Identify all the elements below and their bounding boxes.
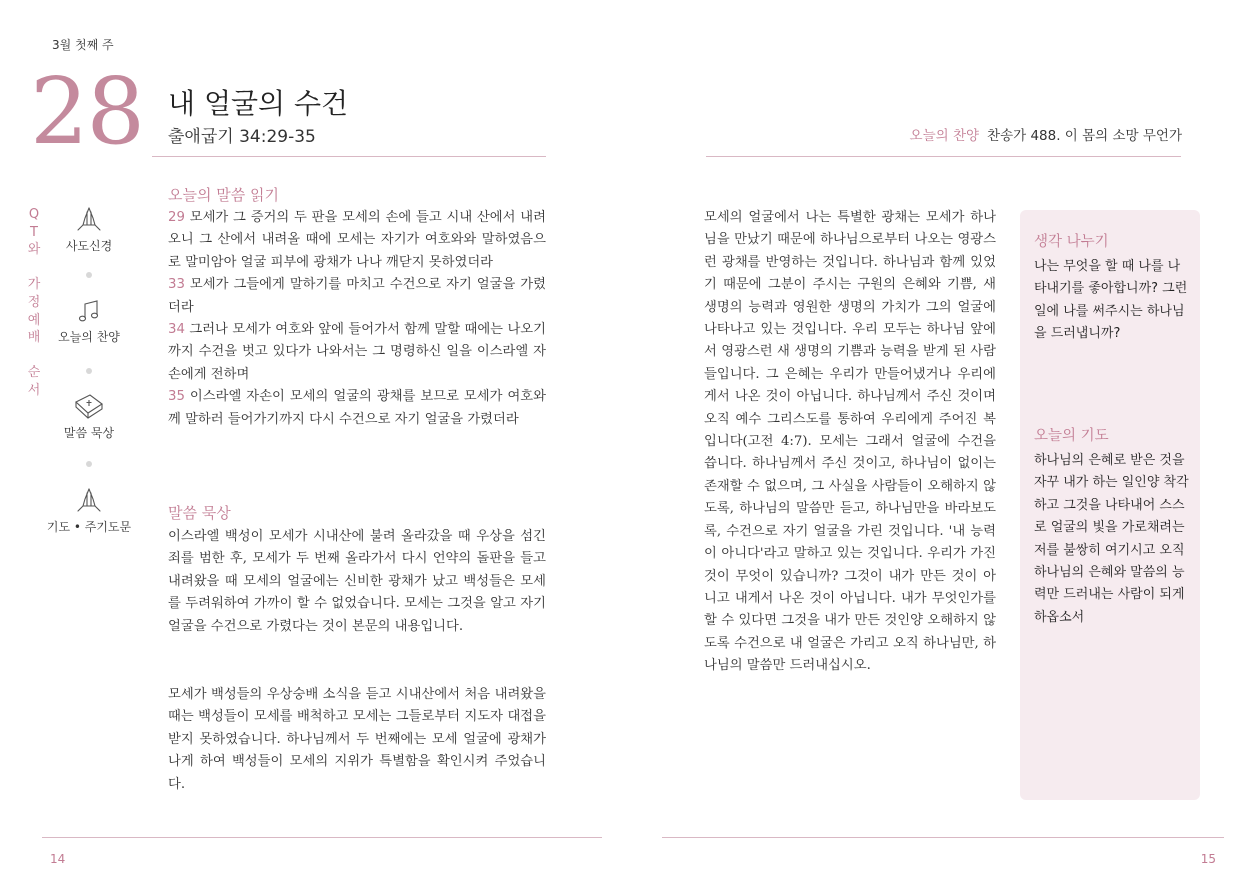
vertical-char: 와 (27, 242, 41, 258)
prayer-text: 하나님의 은혜로 받은 것을 자꾸 내가 하는 일인양 착각하고 그것을 나타내어 스스로 얼굴의 빛을 가로채려는 저를 불쌍히 여기시고 오직 하나님의 은혜와 말씀의 능력만 드러내는 사람이 되게 하옵소서 (1034, 453, 1189, 625)
hymn-label: 오늘의 찬양 (909, 128, 980, 144)
verse-number: 33 (168, 277, 185, 293)
praying-hands-icon (74, 205, 104, 233)
meditation-heading: 말씀 묵상 (168, 504, 231, 522)
vertical-char: 예 (27, 312, 41, 328)
day-number: 28 (30, 58, 144, 165)
hymn-title: 찬송가 488. 이 몸의 소망 무언가 (987, 128, 1182, 144)
page-number-left: 14 (50, 852, 66, 866)
step-prayer (44, 486, 134, 535)
step-meditation (44, 392, 134, 441)
footer-divider-right (662, 837, 1224, 838)
vertical-char (26, 347, 42, 365)
step-apostles-creed (44, 205, 134, 254)
sharing-heading: 생각 나누기 (1034, 234, 1109, 250)
vertical-char: 배 (27, 330, 41, 346)
step-label: 기도 • 주기도문 (46, 520, 132, 534)
step-label: 오늘의 찬양 (58, 330, 120, 344)
vertical-char: Q (28, 207, 40, 222)
page-title: 내 얼굴의 수건 (168, 87, 349, 120)
week-label: 3월 첫째 주 (52, 38, 114, 52)
page-number-right: 15 (1200, 852, 1216, 866)
step-todays-hymn (44, 298, 134, 345)
step-separator-dot (86, 272, 92, 278)
step-label: 말씀 묵상 (63, 426, 115, 440)
verse (168, 386, 546, 431)
footer-divider-left (42, 837, 602, 838)
meditation-paragraph: 모세가 백성들의 우상숭배 소식을 듣고 시내산에서 처음 내려왔을 때는 백성들이 모세를 배척하고 모세는 그들로부터 지도자 대접을 받지 못하였습니다. 하나님께서 두 번째에는 모세 얼굴에 광채가 나게 하여 백성들이 모세의 지위가 특별함을 확인시켜 주었습니다. (168, 687, 546, 792)
vertical-char: 정 (27, 294, 41, 310)
meditation-paragraph: 이스라엘 백성이 모세가 시내산에 불려 올라갔을 때 우상을 섬긴 죄를 범한 후, 모세가 두 번째 올라가서 다시 언약의 돌판을 들고 내려왔을 때 모세의 얼굴에는 신비한 광채가 났고 백성들은 모세를 두려워하여 가까이 할 수 없었습니다. 모세는 그것을 알고 자기 얼굴을 수건으로 가렸다는 것이 본문의 내용입니다. (168, 529, 546, 634)
verse-text: 그러나 모세가 여호와 앞에 들어가서 함께 말할 때에는 나오기까지 수건을 벗고 있다가 나와서는 그 명령하신 일을 이스라엘 자손에게 전하며 (168, 322, 546, 382)
verse (168, 207, 546, 274)
sharing-text: 나는 무엇을 할 때 나를 나타내기를 좋아합니까? 그런 일에 나를 써주시는 하나님을 드러냅니까? (1034, 259, 1188, 342)
prayer-heading: 오늘의 기도 (1034, 428, 1109, 444)
header-divider-right (706, 156, 1181, 157)
vertical-char: 순 (27, 365, 41, 381)
verse (168, 319, 546, 386)
step-separator-dot (86, 368, 92, 374)
music-note-icon (77, 298, 101, 324)
vertical-char: T (30, 224, 38, 240)
verse-number: 29 (168, 210, 185, 225)
verse-text: 모세가 그들에게 말하기를 마치고 수건으로 자기 얼굴을 가렸더라 (168, 277, 546, 315)
vertical-title (26, 206, 42, 400)
scripture-reference: 출애굽기 34:29-35 (168, 127, 316, 147)
reflection-box (1020, 210, 1200, 800)
step-label: 사도신경 (65, 239, 113, 253)
step-separator-dot (86, 461, 92, 467)
verse-number: 35 (168, 389, 185, 405)
bible-icon (73, 392, 105, 420)
praying-hands-icon (74, 486, 104, 514)
meditation-paragraph: 모세의 얼굴에서 나는 특별한 광채는 모세가 하나님을 만났기 때문에 하나님으로부터 나오는 영광스런 광채를 반영하는 것입니다. 하나님과 함께 있었기 때문에 그분이 주시는 구원의 은혜와 기쁨, 새 생명의 능력과 영원한 생명의 가치가 그의 얼굴에 나타나고 있는 것입니다. 우리 모두는 하나님 앞에서 영광스런 새 생명의 기쁨과 능력을 받게 된 사람들입니다. 그 은혜는 우리가 만들어냈거나 우리에게서 나온 것이 아닙니다. 하나님께서 주신 것이며 오직 예수 그리스도를 통하여 우리에게 주어진 복입니다(고전 4:7). 모세는 그래서 얼굴에 수건을 씁니다. 하나님께서 주신 것이고, 하나님이 없이는 존재할 수 없으며, 그 사실을 사람들이 오해하지 않도록, 하나님의 말씀만 듣고, 하나님만을 바라보도록, 수건으로 자기 얼굴을 가린 것입니다. '내 능력이 아니다'라고 말하고 있는 것입니다. 우리가 가진 것이 무엇이 있습니까? 그것이 내가 만든 것이 아니고 내게서 나온 것이 아닙니다. 내가 무엇인가를 할 수 있다면 그것을 내가 만든 것인양 오해하지 않도록 수건으로 내 얼굴은 가리고 오직 하나님만, 하나님의 말씀만 드러내십시오. (704, 210, 996, 674)
header-divider-left (152, 156, 546, 157)
verse-text: 모세가 그 증거의 두 판을 모세의 손에 들고 시내 산에서 내려오니 그 산에서 내려올 때에 모세는 자기가 여호와와 말하였음으로 말미암아 얼굴 피부에 광채가 나나 깨닫지 못하였더라 (168, 210, 546, 270)
vertical-char (26, 259, 42, 277)
vertical-char: 가 (27, 277, 41, 293)
verse-text: 이스라엘 자손이 모세의 얼굴의 광채를 보므로 모세가 여호와께 말하러 들어가기까지 다시 수건으로 자기 얼굴을 가렸더라 (168, 389, 546, 427)
vertical-char: 서 (27, 382, 41, 398)
todays-hymn (910, 124, 1182, 144)
verse (168, 274, 546, 319)
reading-heading: 오늘의 말씀 읽기 (168, 186, 279, 204)
reading-passage (168, 207, 546, 431)
verse-number: 34 (168, 322, 185, 338)
